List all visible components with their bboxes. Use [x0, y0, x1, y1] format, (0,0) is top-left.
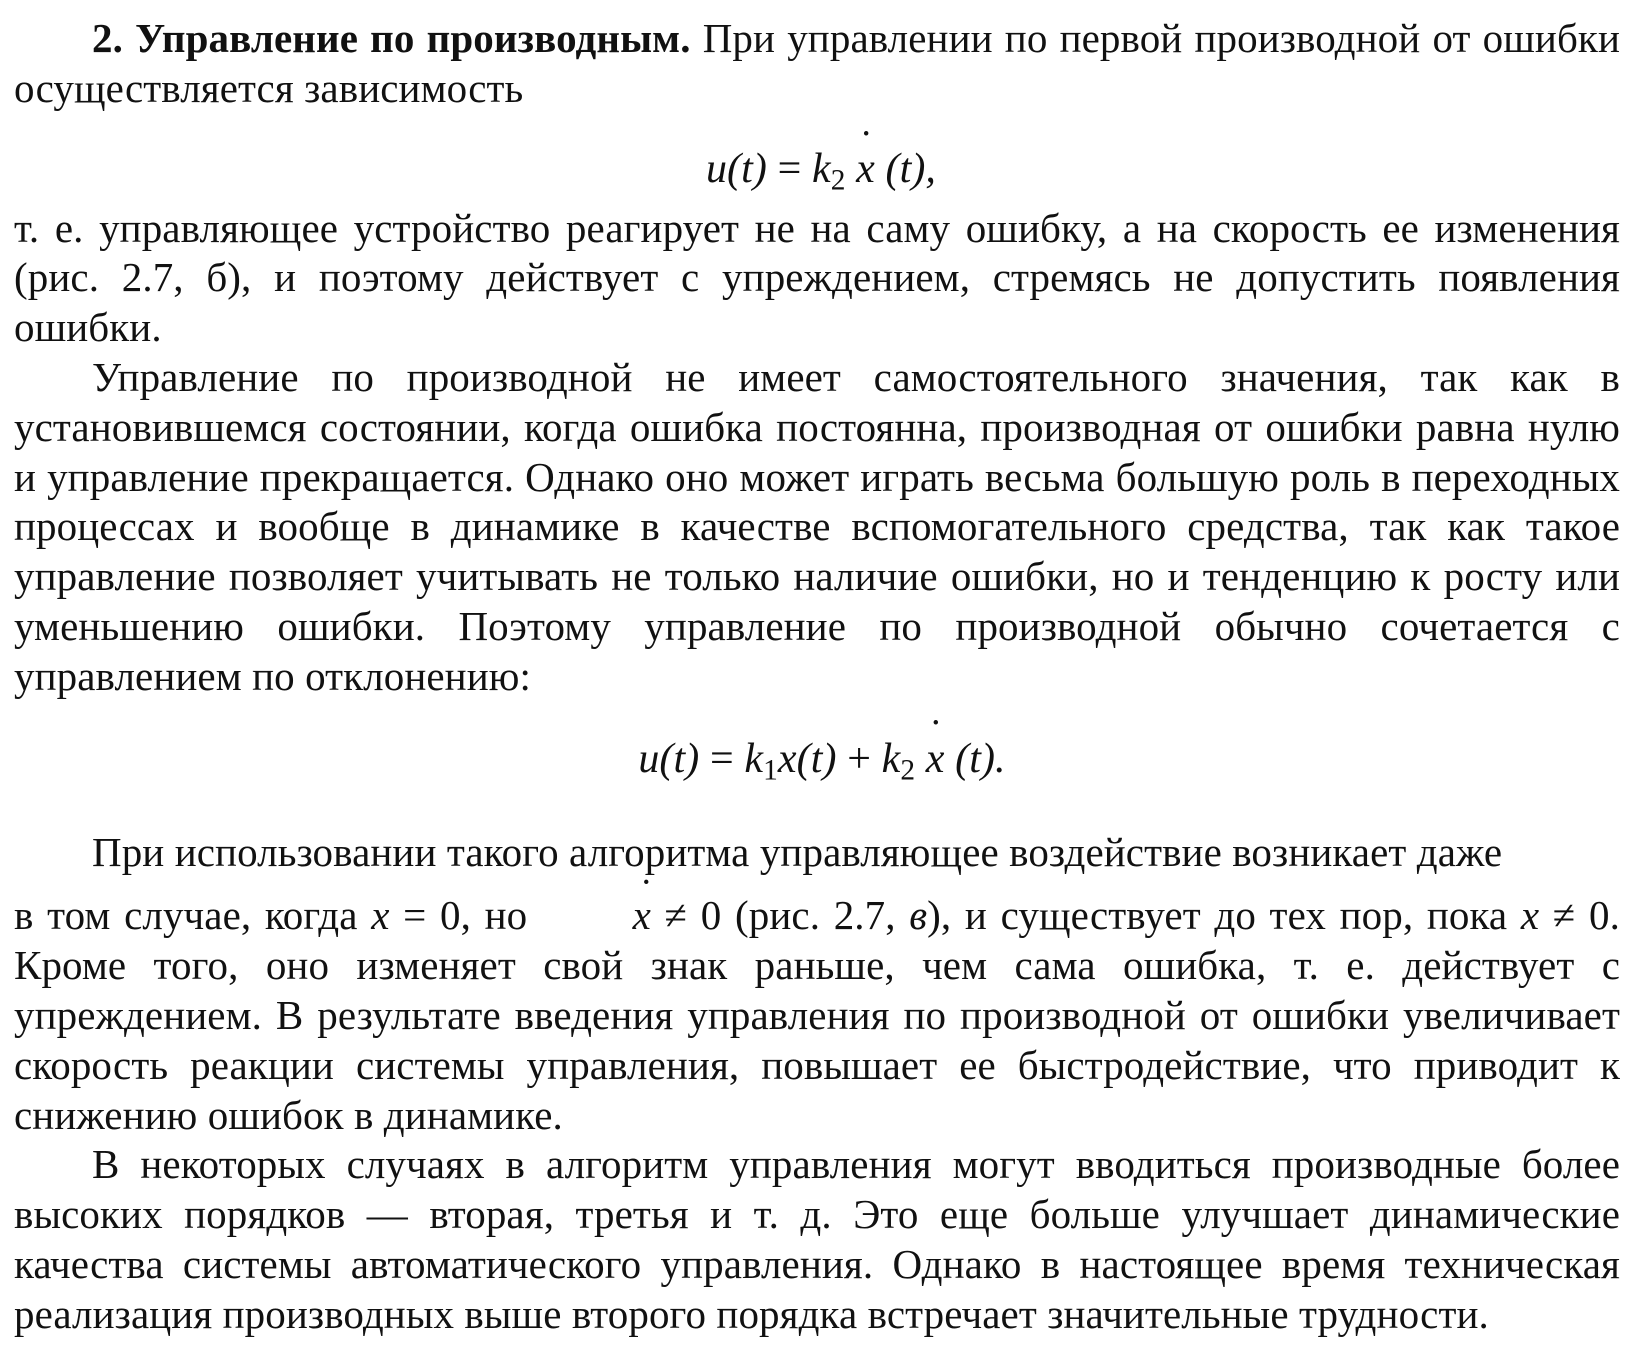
formula-pd-control — [14, 702, 1620, 822]
formula2-lhs: u(t) — [638, 735, 700, 782]
para3-t1: в том случае, когда — [14, 892, 372, 939]
para3-line-gap — [14, 877, 1620, 891]
formula1-k-sub: 2 — [830, 163, 846, 196]
paragraph-derivative-role: Управление по производной не имеет самостоятельного значения, так как в установившемся состоянии, когда ошибка постоянна, производная от ошибки равна нулю и управление прекращается. Однако оно может играть весьма большую роль в переходных процессах и вообще в динамике в качестве вспомогательного средства, так как такое управление позволяет учитывать не только наличие ошибки, но и тенденцию к росту или уменьшению ошибки. Поэтому управление по производной обычно сочетается с управлением по отклонению: — [14, 353, 1620, 699]
para3-t2: = 0, но — [389, 892, 541, 939]
formula-derivative-control — [14, 114, 1620, 196]
section-heading: 2. Управление по производным. — [92, 15, 691, 61]
para3-t4: ), и существует до тех пор, пока — [927, 892, 1521, 939]
formula2-tail: (t). — [944, 735, 1006, 782]
formula2-eq: = — [699, 735, 745, 782]
section-intro-text: При управлении по первой производной от ошибки осуществляется зависимость — [14, 15, 1620, 111]
formula2-k1-sub: 1 — [763, 753, 778, 786]
section-intro-paragraph — [14, 14, 1620, 114]
para3-x-dot: ˙ x — [555, 891, 651, 941]
formula2-k2-sub: 2 — [900, 753, 916, 786]
paragraph-algorithm-effect — [14, 828, 1620, 1141]
formula1-k: k — [811, 145, 831, 192]
formula1-lhs: u(t) — [705, 145, 767, 192]
para3-t5: ≠ 0. Кроме того, оно изменяет свой знак раньше, чем сама ошибка, т. е. действует с упреждением. В результате введения управления по производной от ошибки увеличивает скорость реакции системы управления, повышает ее быстродействие, что приводит к снижению ошибок в динамике. — [14, 892, 1620, 1138]
formula1-x-dot: ˙ x — [856, 134, 875, 204]
formula2-plus: + — [836, 735, 882, 782]
para3-x-b: x — [1520, 892, 1540, 939]
para3-x-a: x — [371, 892, 390, 939]
formula1-tail: (t), — [874, 145, 937, 192]
document-page — [14, 14, 1620, 1340]
para3-fig-letter: в — [909, 892, 928, 939]
formula2-x-t: x(t) — [777, 735, 837, 782]
formula2-k1: k — [744, 735, 764, 782]
formula2-x-dot: ˙ x — [926, 726, 945, 792]
para3-t3: ≠ 0 (рис. 2.7, — [650, 892, 910, 939]
para3-line1: При использовании такого алгоритма управляющее воздействие возникает даже — [92, 828, 1503, 875]
formula1-eq: = — [766, 145, 812, 192]
paragraph-higher-derivatives: В некоторых случаях в алгоритм управления могут вводиться производные более высоких порядков — вторая, третья и т. д. Это еще больше улучшает динамические качества системы автоматического управления. Однако в настоящее время техническая реализация производных выше второго порядка встречает значительные трудности. — [14, 1141, 1620, 1337]
paragraph-derivative-meaning: т. е. управляющее устройство реагирует не на саму ошибку, а на скорость ее изменения (рис. 2.7, б), и поэтому действует с упреждением, стремясь не допустить появления ошибки. — [14, 204, 1620, 351]
formula2-k2: k — [881, 735, 901, 782]
